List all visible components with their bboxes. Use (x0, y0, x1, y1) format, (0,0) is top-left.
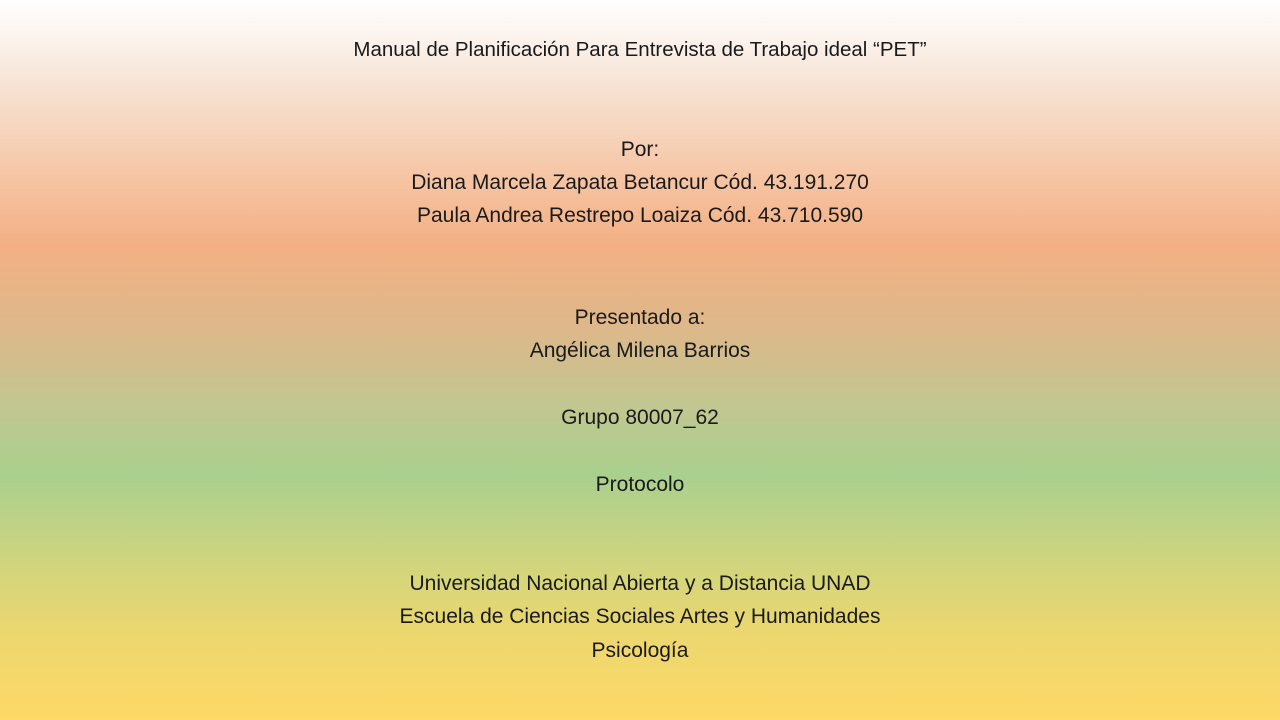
author-line: Paula Andrea Restrepo Loaiza Cód. 43.710.590 (417, 204, 863, 227)
program-name: Psicología (591, 639, 689, 662)
school-name: Escuela de Ciencias Sociales Artes y Humanidades (399, 605, 881, 628)
group-code: Grupo 80007_62 (561, 406, 719, 429)
presented-to-name: Angélica Milena Barrios (529, 339, 751, 362)
protocol-label: Protocolo (595, 473, 685, 496)
presented-to-label: Presentado a: (574, 306, 706, 329)
authors-label: Por: (620, 138, 660, 161)
university-name: Universidad Nacional Abierta y a Distancia UNAD (409, 572, 871, 595)
document-title: Manual de Planificación Para Entrevista de Trabajo ideal “PET” (353, 38, 927, 61)
author-line: Diana Marcela Zapata Betancur Cód. 43.191.270 (411, 171, 869, 194)
